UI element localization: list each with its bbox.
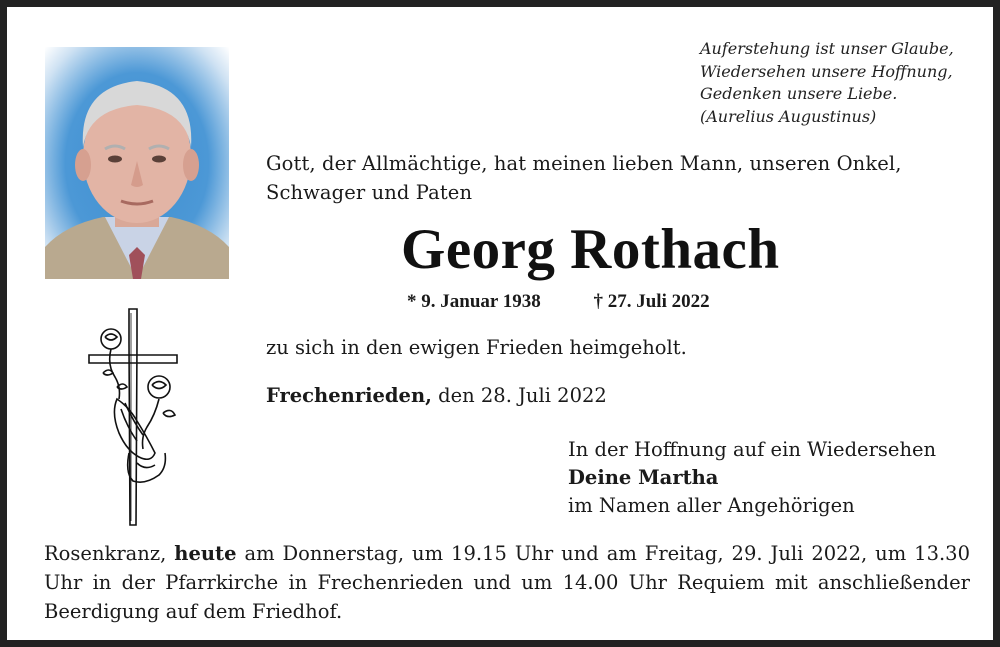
peace-text: zu sich in den ewigen Frieden heimgeholt. [266,336,687,359]
signature-line: In der Hoffnung auf ein Wiedersehen [568,438,937,461]
signer-name: Deine Martha [568,466,719,489]
intro-text [266,149,976,207]
epigraph-quote [700,38,990,128]
quote-line: Wiedersehen unsere Hoffnung, [700,61,953,81]
service-details: am Donnerstag, um 19.15 Uhr und am Freitag, 29. Juli 2022, um 13.30 Uhr in der Pfarrkirche in Frechenrieden und um 14.00 Uhr Requiem mit anschließender Beerdigung auf dem Friedhof. [44,542,970,623]
intro-line: Gott, der Allmächtige, hat meinen lieben Mann, unseren Onkel, [266,152,902,175]
service-prefix: Rosenkranz, [44,542,175,565]
portrait-photo-icon [45,47,229,279]
intro-line: Schwager und Paten [266,181,473,204]
death-date: † 27. Juli 2022 [593,291,710,312]
cross-roses-praying-hands-icon [81,303,189,531]
birth-date: * 9. Januar 1938 [407,291,541,312]
signature-line: im Namen aller Angehörigen [568,494,855,517]
signature-block [568,436,936,520]
quote-line: Gedenken unsere Liebe. [700,84,898,103]
date-text: den 28. Juli 2022 [431,384,607,407]
place-name: Frechenrieden, [266,384,432,407]
quote-line: Auferstehung ist unser Glaube, [700,39,954,58]
place-date [266,384,607,407]
service-announcement [44,539,970,626]
life-dates [407,291,710,313]
service-highlight: heute [174,542,237,565]
quote-author: (Aurelius Augustinus) [700,106,877,126]
deceased-name: Georg Rothach [401,218,780,281]
